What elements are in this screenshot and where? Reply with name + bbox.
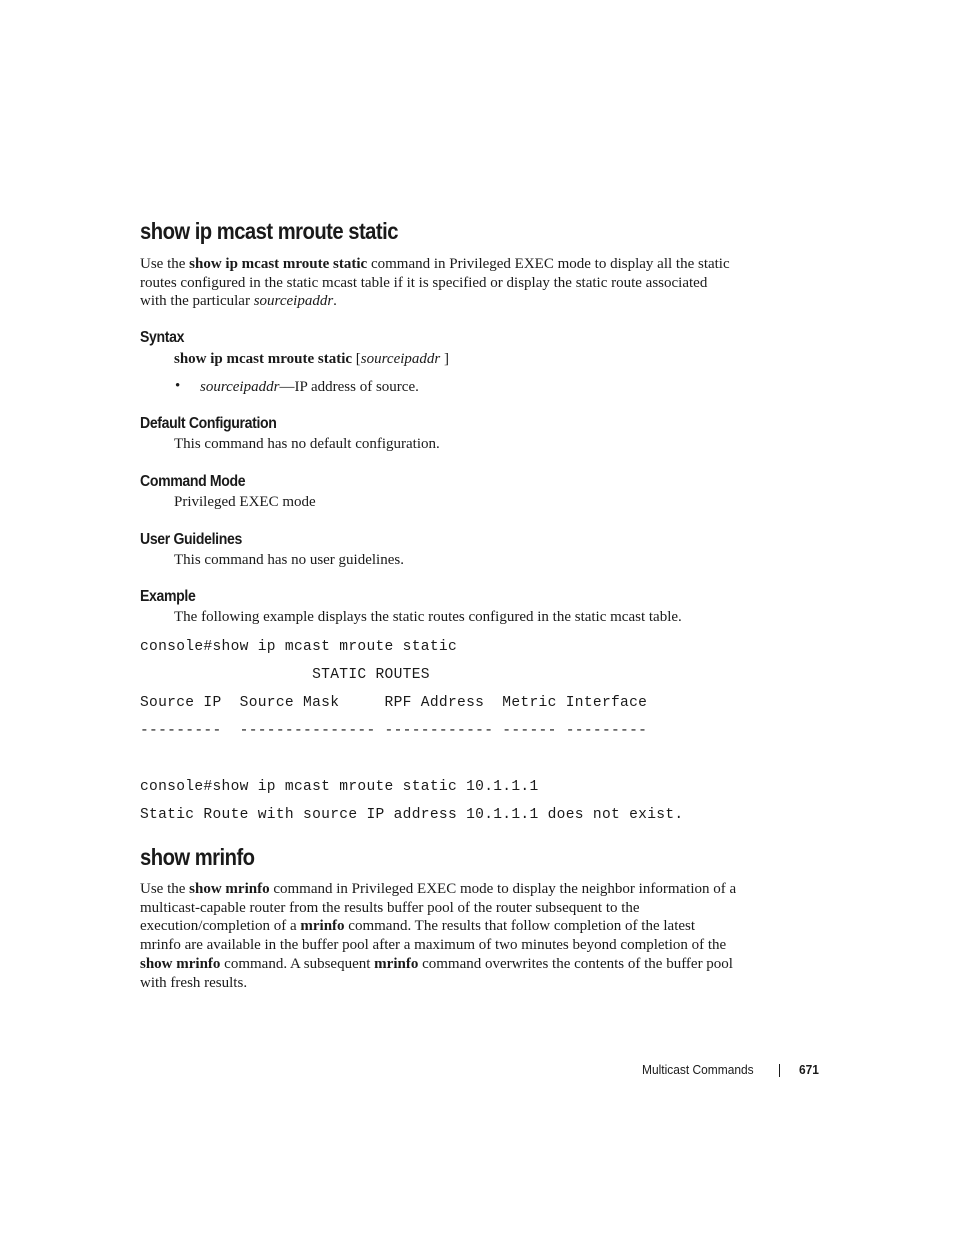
para-text: Use the bbox=[140, 881, 190, 897]
code-line: console#show ip mcast mroute static 10.1.1.1 bbox=[140, 779, 539, 795]
footer-divider bbox=[779, 1064, 780, 1077]
default-config-text: This command has no default configuration. bbox=[174, 436, 440, 452]
intro-text: . bbox=[333, 293, 337, 310]
intro-text: command in Privileged EXEC mode to display all the static bbox=[367, 256, 730, 272]
example-text: The following example displays the static routes configured in the static mcast table. bbox=[174, 609, 682, 625]
intro-param: sourceipaddr bbox=[253, 293, 334, 310]
user-guidelines-heading: User Guidelines bbox=[140, 531, 242, 548]
para-text: multicast-capable router from the results buffer pool of the router subsequent to the bbox=[140, 899, 640, 916]
intro-paragraph bbox=[140, 255, 730, 311]
section-title: show mrinfo bbox=[140, 844, 255, 870]
para-command: show mrinfo bbox=[140, 955, 221, 972]
syntax-bracket: ] bbox=[440, 351, 449, 367]
code-line: STATIC ROUTES bbox=[140, 667, 430, 683]
bullet-term: sourceipaddr bbox=[200, 379, 280, 395]
para-text: command overwrites the contents of the buffer pool bbox=[418, 955, 733, 972]
bullet-desc: —IP address of source. bbox=[279, 379, 419, 395]
page-number: 671 bbox=[799, 1062, 819, 1077]
code-line: console#show ip mcast mroute static bbox=[140, 639, 458, 655]
para-command: show mrinfo bbox=[189, 881, 270, 897]
para-text: execution/completion of a bbox=[140, 918, 301, 935]
mrinfo-paragraph bbox=[140, 880, 736, 992]
intro-text: routes configured in the static mcast table if it is specified or display the static route associated bbox=[140, 274, 708, 291]
para-command: mrinfo bbox=[374, 955, 419, 972]
bullet-item bbox=[200, 378, 419, 397]
code-line: Static Route with source IP address 10.1.1.1 does not exist. bbox=[140, 807, 684, 823]
para-text: command. The results that follow completion of the latest bbox=[344, 918, 696, 935]
footer-section-name: Multicast Commands bbox=[642, 1062, 754, 1077]
intro-command: show ip mcast mroute static bbox=[189, 256, 368, 272]
command-mode-heading: Command Mode bbox=[140, 473, 246, 490]
para-text: command in Privileged EXEC mode to display the neighbor information of a bbox=[269, 881, 737, 897]
default-config-heading: Default Configuration bbox=[140, 415, 277, 432]
para-text: mrinfo are available in the buffer pool after a maximum of two minutes beyond completion of the bbox=[140, 937, 727, 954]
syntax-line bbox=[174, 350, 449, 369]
intro-text: with the particular bbox=[140, 293, 254, 310]
syntax-heading: Syntax bbox=[140, 329, 185, 346]
syntax-command: show ip mcast mroute static bbox=[174, 351, 353, 367]
code-line: --------- --------------- ------------ ------ --------- bbox=[140, 723, 648, 739]
syntax-arg: sourceipaddr bbox=[360, 351, 441, 367]
para-text: command. A subsequent bbox=[220, 955, 375, 972]
intro-text: Use the bbox=[140, 256, 190, 272]
section-title: show ip mcast mroute static bbox=[140, 218, 398, 244]
syntax-bracket: [ bbox=[352, 351, 361, 367]
code-line: Source IP Source Mask RPF Address Metric Interface bbox=[140, 695, 648, 711]
para-command: mrinfo bbox=[300, 918, 345, 935]
example-heading: Example bbox=[140, 588, 196, 605]
para-text: with fresh results. bbox=[140, 974, 248, 991]
bullet-icon: • bbox=[175, 378, 181, 394]
command-mode-text: Privileged EXEC mode bbox=[174, 494, 316, 510]
user-guidelines-text: This command has no user guidelines. bbox=[174, 552, 404, 568]
